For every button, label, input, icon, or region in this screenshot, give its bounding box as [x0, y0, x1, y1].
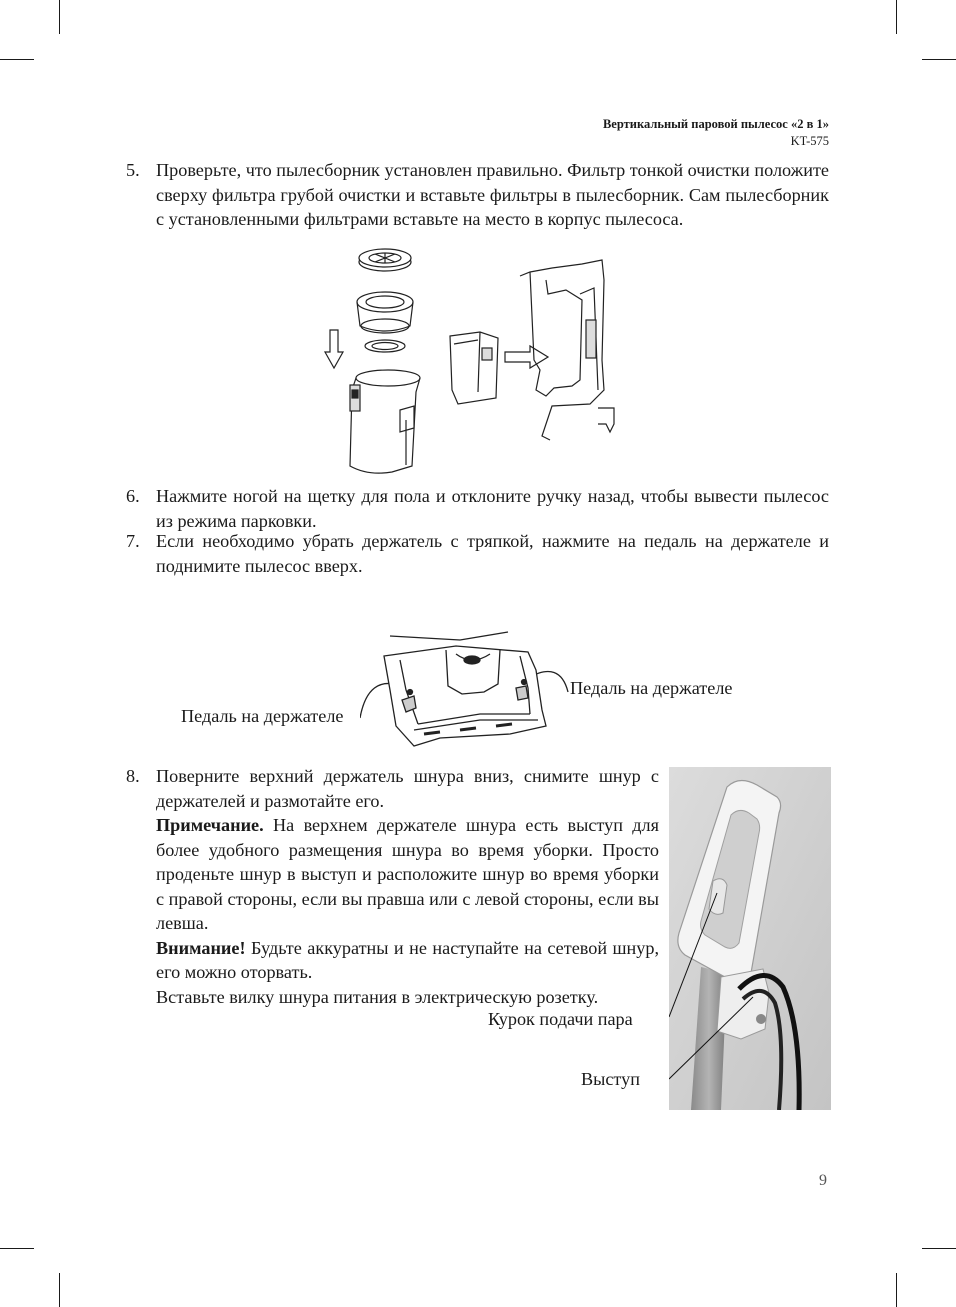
- list-item-8: [126, 764, 659, 1009]
- pedal-label-right: Педаль на держателе: [570, 678, 733, 698]
- crop-mark: [59, 1273, 60, 1307]
- trigger-label: Курок подачи пара: [488, 1009, 633, 1029]
- list-item-6: [126, 484, 829, 533]
- header-title: Вертикальный паровой пылесос «2 в 1»: [602, 117, 829, 131]
- note-paragraph: [156, 813, 659, 936]
- item-number: 6.: [126, 486, 140, 506]
- list-item-5: [126, 158, 829, 232]
- warning-label: Внимание!: [156, 937, 246, 958]
- pedal-label-left: Педаль на держателе: [181, 706, 344, 726]
- floor-brush-pedal-illustration: [360, 630, 570, 748]
- handle-photo: [669, 767, 831, 1110]
- warning-text: Будьте аккуратны и не наступайте на сетевой шнур, его можно оторвать.: [156, 937, 659, 982]
- warning-paragraph: [156, 936, 659, 985]
- item-number: 7.: [126, 531, 140, 551]
- list-item-7: [126, 529, 829, 578]
- note-text: На верхнем держателе шнура есть выступ для более удобного размещения шнура во время уборки. Просто проденьте шнур в выступ и расположите шнур во время уборки с правой стороны, если вы правша или с левой стороны, если вы левша.: [156, 815, 659, 933]
- page-number: 9: [819, 1172, 827, 1189]
- item-text: Поверните верхний держатель шнура вниз, снимите шнур с держателей и размотайте его.: [156, 766, 659, 811]
- item-text: Нажмите ногой на щетку для пола и отклоните ручку назад, чтобы вывести пылесос из режима парковки.: [156, 486, 829, 531]
- crop-mark: [922, 59, 956, 60]
- item-number: 8.: [126, 766, 140, 786]
- crop-mark: [922, 1248, 956, 1249]
- protrusion-label: Выступ: [581, 1069, 640, 1089]
- item-number: 5.: [126, 160, 140, 180]
- plug-text: Вставьте вилку шнура питания в электрическую розетку.: [156, 986, 599, 1007]
- header-model: KT-575: [790, 134, 829, 148]
- crop-mark: [0, 59, 34, 60]
- note-label: Примечание.: [156, 815, 264, 835]
- crop-mark: [0, 1248, 34, 1249]
- running-header: [603, 116, 829, 150]
- dust-container-assembly-illustration: [320, 240, 630, 482]
- item-text: Проверьте, что пылесборник установлен правильно. Фильтр тонкой очистки положите сверху фильтра грубой очистки и вставьте фильтры в пылесборник. Сам пылесборник с установленными фильтрами вставьте на место в корпус пылесоса.: [156, 160, 829, 229]
- crop-mark: [896, 1273, 897, 1307]
- crop-mark: [59, 0, 60, 34]
- item-text: Если необходимо убрать держатель с тряпкой, нажмите на педаль на держателе и поднимите пылесос вверх.: [156, 531, 829, 576]
- crop-mark: [896, 0, 897, 34]
